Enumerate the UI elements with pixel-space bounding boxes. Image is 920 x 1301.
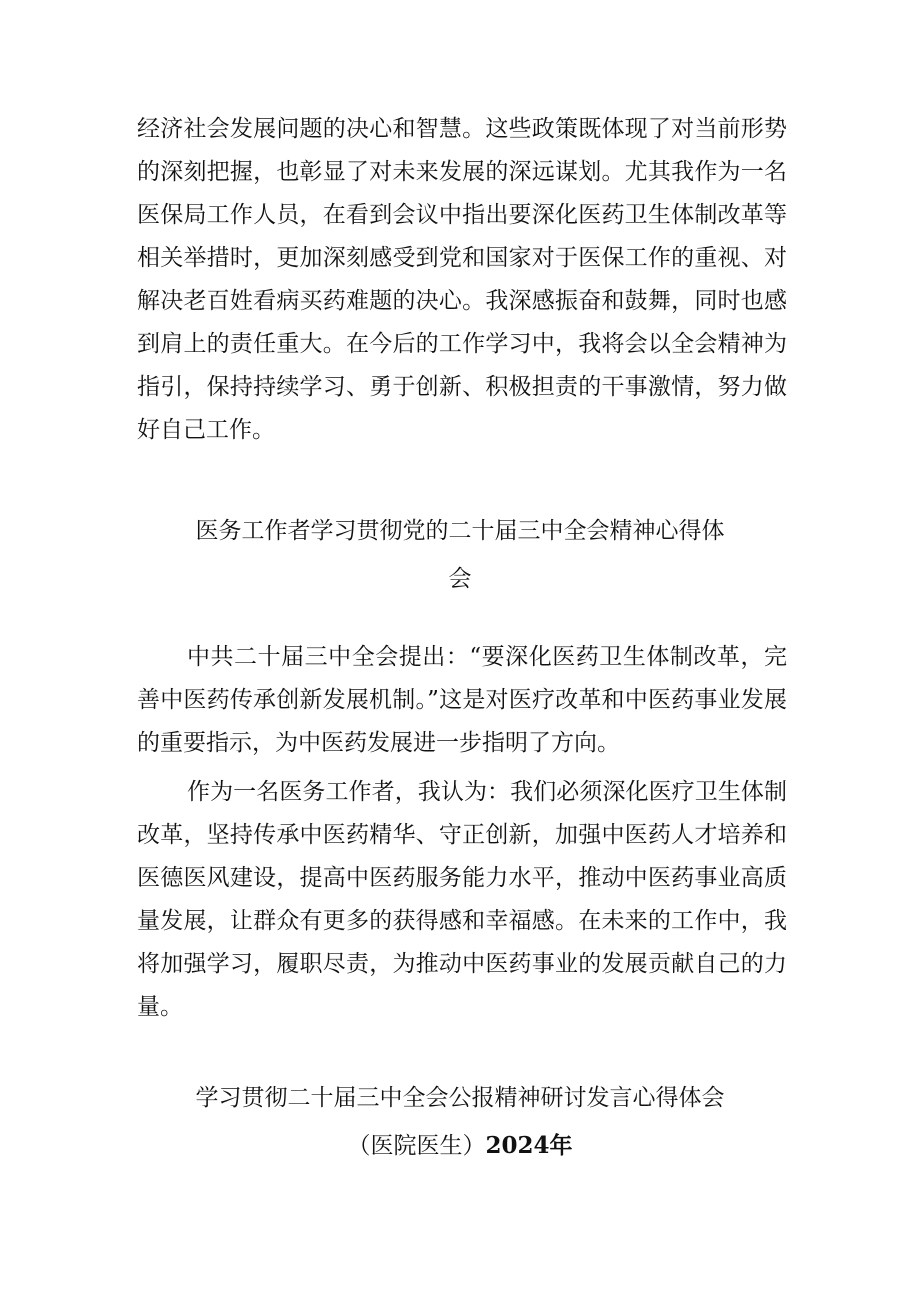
section-title-line-1: 医务工作者学习贯彻党的二十届三中全会精神心得体	[195, 518, 725, 544]
section-title-year: 2024年	[485, 1132, 573, 1159]
continued-paragraph: 经济社会发展问题的决心和智慧。这些政策既体现了对当前形势的深刻把握，也彰显了对未来发展的深远谋划。尤其我作为一名医保局工作人员，在看到会议中指出要深化医药卫生体制改革等相关举措时，更加深刻感受到党和国家对于医保工作的重视、对解决老百姓看病买药难题的决心。我深感振奋和鼓舞，同时也感到肩上的责任重大。在今后的工作学习中，我将会以全会精神为指引，保持持续学习、勇于创新、积极担责的干事激情，努力做好自己工作。	[137, 116, 787, 443]
section-title-medical-workers	[130, 507, 790, 603]
section-title-subtitle: （医院医生）	[347, 1133, 486, 1159]
section-title-seminar-speech	[130, 1074, 790, 1170]
section-title-line-1: 学习贯彻二十届三中全会公报精神研讨发言心得体会	[195, 1085, 725, 1111]
section-title-line-2: 会	[448, 566, 472, 592]
body-paragraph-1: 中共二十届三中全会提出：“要深化医药卫生体制改革，完善中医药传承创新发展机制。”这是对医疗改革和中医药事业发展的重要指示，为中医药发展进一步指明了方向。	[137, 644, 787, 756]
body-paragraph-2: 作为一名医务工作者，我认为：我们必须深化医疗卫生体制改革，坚持传承中医药精华、守正创新，加强中医药人才培养和医德医风建设，提高中医药服务能力水平，推动中医药事业高质量发展，让群众有更多的获得感和幸福感。在未来的工作中，我将加强学习，履职尽责，为推动中医药事业的发展贡献自己的力量。	[137, 779, 787, 1020]
section-title-line-2	[130, 1122, 790, 1170]
